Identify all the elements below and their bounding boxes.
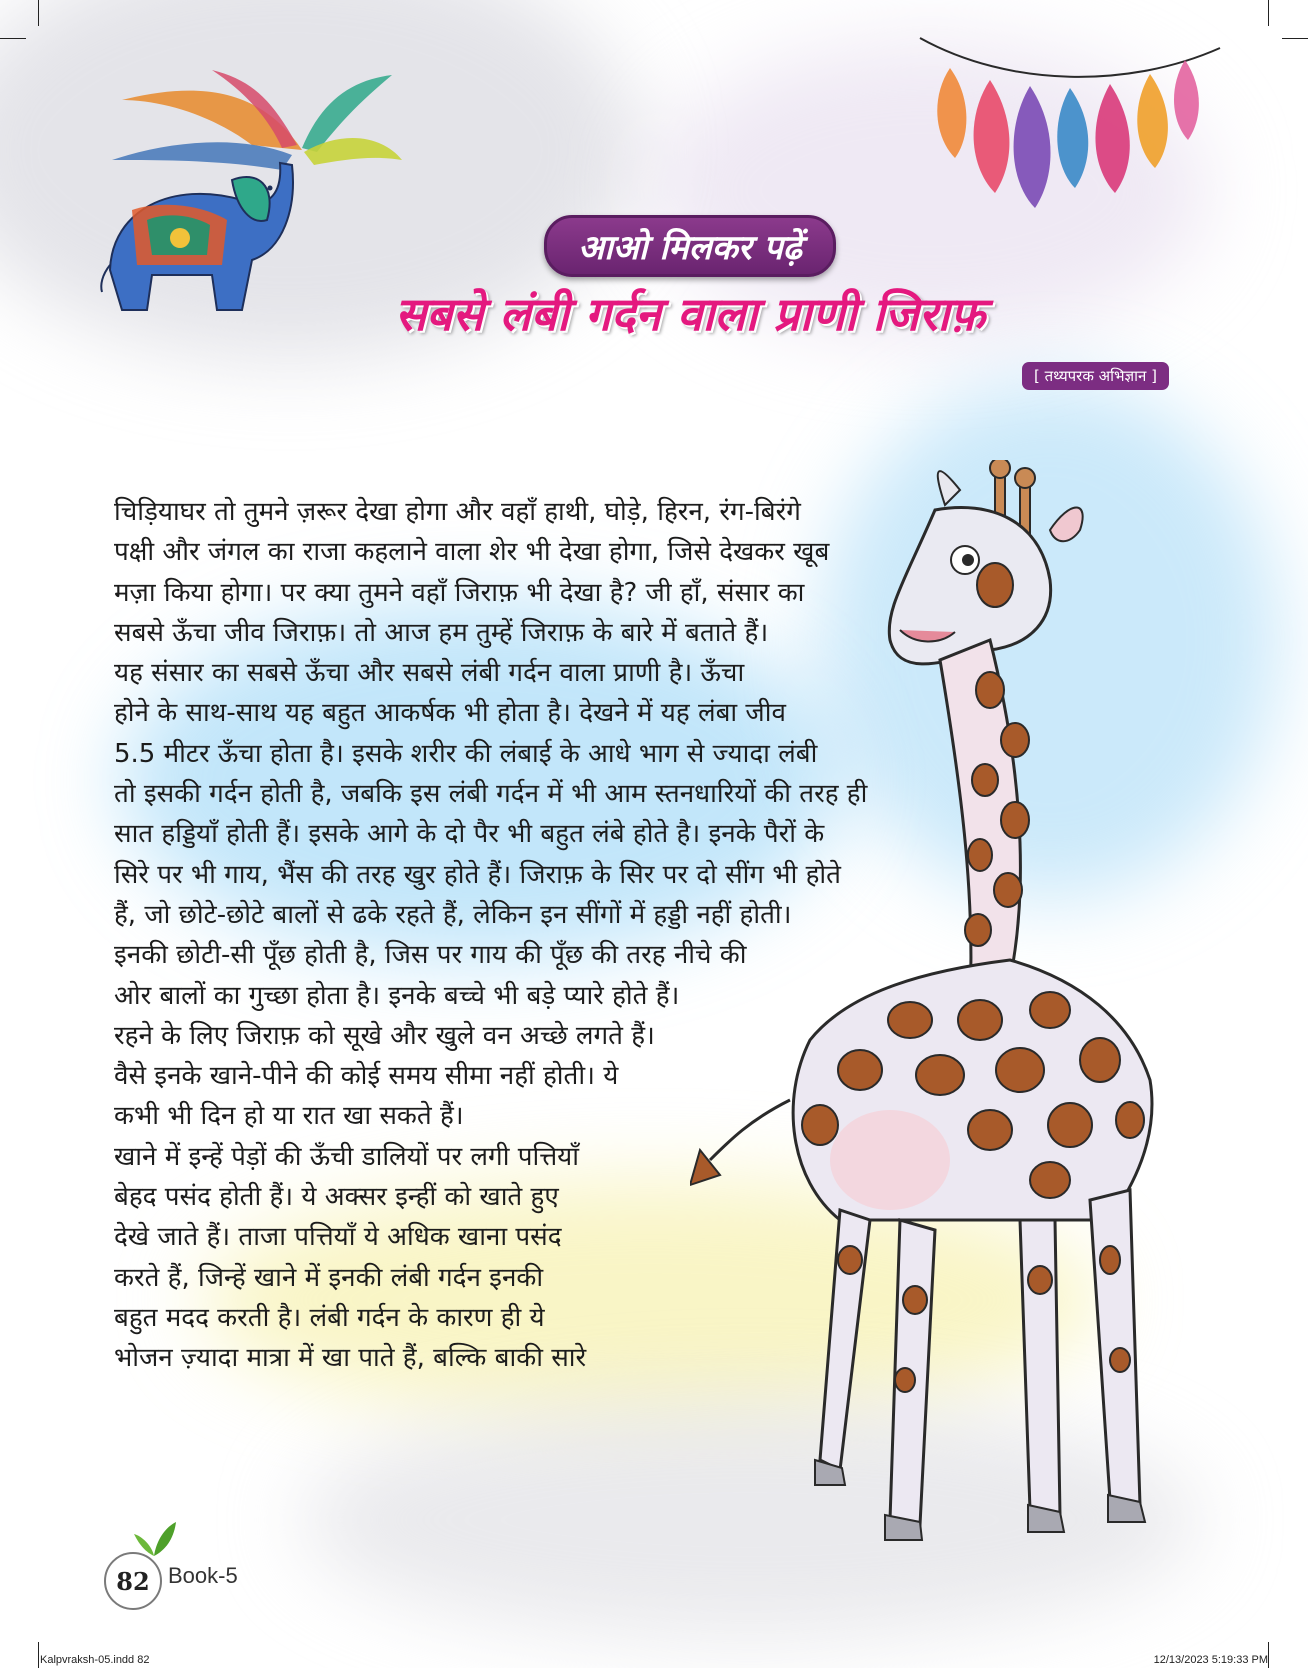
crop-mark <box>1268 1642 1269 1668</box>
lesson-body <box>114 492 867 1379</box>
text-line: यह संसार का सबसे ऊँचा और सबसे लंबी गर्दन वाला प्राणी है। ऊँचा <box>114 658 745 689</box>
text-line: कभी भी दिन हो या रात खा सकते हैं। <box>114 1101 464 1132</box>
text-line: सिरे पर भी गाय, भैंस की तरह खुर होते हैं। जिराफ़ के सिर पर दो सींग भी होते <box>114 859 841 890</box>
text-line: ओर बालों का गुच्छा होता है। इनके बच्चे भी बड़े प्यारे होते हैं। <box>114 980 680 1011</box>
text-line: हैं, जो छोटे-छोटे बालों से ढके रहते हैं, लेकिन इन सींगों में हड्डी नहीं होती। <box>114 899 792 930</box>
text-line: भोजन ज़्यादा मात्रा में खा पाते हैं, बल्कि बाकी सारे <box>114 1343 587 1374</box>
print-slug-timestamp: 12/13/2023 5:19:33 PM <box>1153 1654 1268 1666</box>
feather-garland-illustration <box>910 28 1230 218</box>
text-line: रहने के लिए जिराफ़ को सूखे और खुले वन अच्छे लगते हैं। <box>114 1020 655 1051</box>
text-line: होने के साथ-साथ यह बहुत आकर्षक भी होता है। देखने में यह लंबा जीव <box>114 698 786 729</box>
text-line: देखे जाते हैं। ताजा पत्तियाँ ये अधिक खाना पसंद <box>114 1222 562 1253</box>
crop-mark <box>38 0 39 26</box>
text-line: चिड़ियाघर तो तुमने ज़रूर देखा होगा और वहाँ हाथी, घोड़े, हिरन, रंग-बिरंगे <box>114 497 801 527</box>
text-line: सात हड्डियाँ होती हैं। इसके आगे के दो पैर भी बहुत लंबे होते है। इनके पैरों के <box>114 819 825 850</box>
text-line: खाने में इन्हें पेड़ों की ऊँची डालियों पर लगी पत्तियाँ <box>114 1141 579 1172</box>
crop-mark <box>1282 38 1308 39</box>
genre-tag: [ तथ्यपरक अभिज्ञान ] <box>1022 362 1169 390</box>
crop-mark <box>38 1642 39 1668</box>
section-badge: आओ मिलकर पढ़ें <box>544 215 836 277</box>
text-line: सबसे ऊँचा जीव जिराफ़। तो आज हम तुम्हें जिराफ़ के बारे में बताते हैं। <box>114 617 769 648</box>
text-line: पक्षी और जंगल का राजा कहलाने वाला शेर भी देखा होगा, जिसे देखकर खूब <box>114 537 830 568</box>
text-line: 5.5 मीटर ऊँचा होता है। इसके शरीर की लंबाई के आधे भाग से ज्यादा लंबी <box>114 738 818 769</box>
page-number: 82 <box>104 1552 162 1610</box>
book-label: Book-5 <box>168 1563 238 1588</box>
print-slug-file: Kalpvraksh-05.indd 82 <box>40 1654 150 1666</box>
text-line: बेहद पसंद होती हैं। ये अक्सर इन्हीं को खाते हुए <box>114 1182 559 1213</box>
crop-mark <box>1268 0 1269 26</box>
text-line: वैसे इनके खाने-पीने की कोई समय सीमा नहीं होती। ये <box>114 1061 619 1092</box>
text-line: करते हैं, जिन्हें खाने में इनकी लंबी गर्दन इनकी <box>114 1262 544 1293</box>
text-line: तो इसकी गर्दन होती है, जबकि इस लंबी गर्दन में भी आम स्तनधारियों की तरह ही <box>114 779 868 810</box>
crop-mark <box>0 38 26 39</box>
text-line: बहुत मदद करती है। लंबी गर्दन के कारण ही ये <box>114 1302 545 1333</box>
text-line: मज़ा किया होगा। पर क्या तुमने वहाँ जिराफ़ भी देखा है? जी हाँ, संसार का <box>114 577 805 608</box>
lesson-title: सबसे लंबी गर्दन वाला प्राणी जिराफ़ <box>395 287 985 341</box>
text-line: इनकी छोटी-सी पूँछ होती है, जिस पर गाय की पूँछ की तरह नीचे की <box>114 940 747 971</box>
